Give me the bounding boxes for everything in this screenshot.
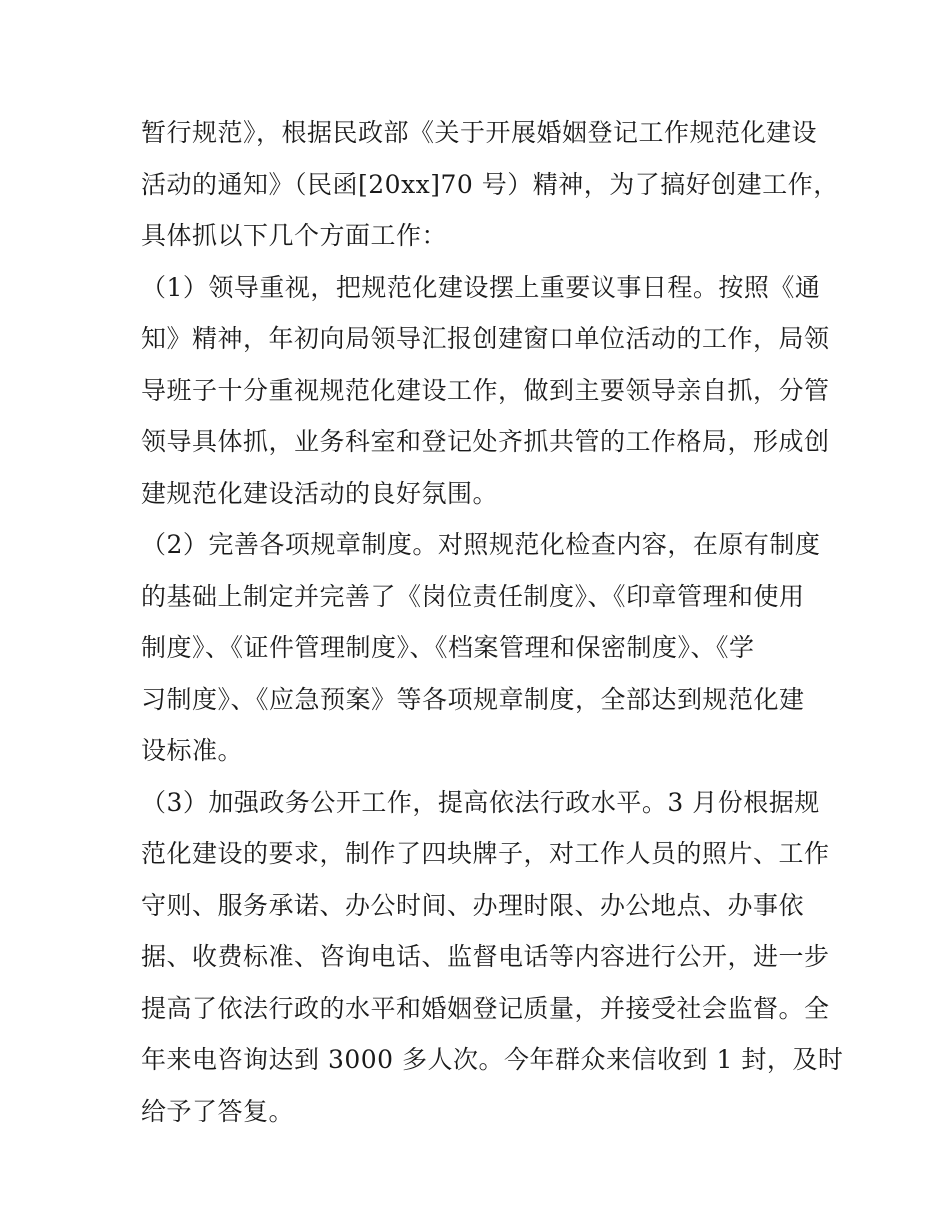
text-line: （1）领导重视，把规范化建设摆上重要议事日程。按照《通 — [141, 272, 821, 302]
text-line: 给予了答复。 — [141, 1096, 295, 1126]
paragraph-intro — [141, 107, 839, 262]
text-line: 据、收费标准、咨询电话、监督电话等内容进行公开，进一步 — [141, 942, 830, 971]
text-line: 提高了依法行政的水平和婚姻登记质量，并接受社会监督。全 — [141, 993, 830, 1023]
text-line: 知》精神，年初向局领导汇报创建窗口单位活动的工作，局领 — [141, 324, 830, 353]
text-line: 暂行规范》，根据民政部《关于开展婚姻登记工作规范化建设 — [141, 118, 818, 147]
text-line: 范化建设的要求，制作了四块牌子，对工作人员的照片、工作 — [141, 839, 830, 868]
text-line: 制度》、《证件管理制度》、《档案管理和保密制度》、《学 — [141, 633, 755, 662]
text-line: （2）完善各项规章制度。对照规范化检查内容，在原有制度 — [141, 530, 821, 559]
text-line: 导班子十分重视规范化建设工作，做到主要领导亲自抓，分管 — [141, 375, 830, 405]
text-line: 设标准。 — [141, 736, 244, 765]
text-line: 建规范化建设活动的良好氛围。 — [141, 478, 499, 508]
text-line: 守则、服务承诺、办公时间、办理时限、办公地点、办事依 — [141, 890, 805, 920]
text-line: （3）加强政务公开工作，提高依法行政水平。3 月份根据规 — [141, 787, 820, 817]
text-line: 领导具体抓，业务科室和登记处齐抓共管的工作格局，形成创 — [141, 427, 830, 456]
text-line: 习制度》、《应急预案》等各项规章制度，全部达到规范化建 — [141, 684, 805, 714]
paragraph-item-1 — [141, 262, 830, 520]
text-line: 活动的通知》（民函[20xx]70 号）精神，为了搞好创建工作， — [141, 169, 839, 199]
paragraph-item-3 — [141, 777, 844, 1138]
paragraph-item-2 — [141, 519, 821, 777]
document-body — [141, 107, 844, 1137]
text-line: 具体抓以下几个方面工作： — [141, 221, 448, 250]
text-line: 年来电咨询达到 3000 多人次。今年群众来信收到 1 封，及时 — [141, 1045, 844, 1074]
text-line: 的基础上制定并完善了《岗位责任制度》、《印章管理和使用 — [141, 581, 805, 611]
